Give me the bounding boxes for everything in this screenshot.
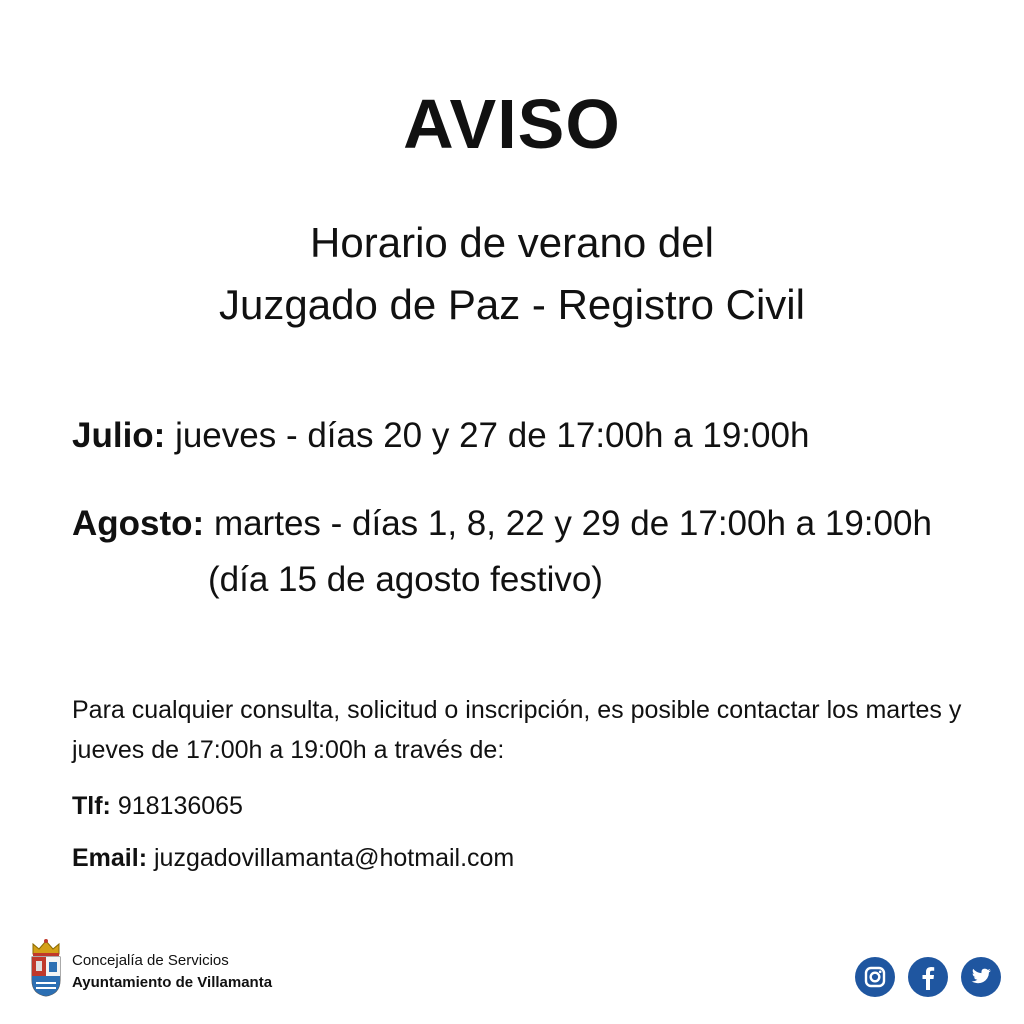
notice-title: AVISO: [403, 85, 621, 163]
phone-number[interactable]: 918136065: [117, 792, 243, 820]
email-address[interactable]: juzgadovillamanta@hotmail.com: [153, 844, 515, 872]
july-label: Julio:: [72, 416, 166, 455]
footer-department: Concejalía de Servicios: [72, 952, 229, 969]
august-label: Agosto:: [72, 504, 205, 543]
july-schedule: [72, 416, 809, 456]
august-note: (día 15 de agosto festivo): [208, 560, 603, 599]
subtitle-line-1: Horario de verano del: [310, 219, 714, 266]
footer-council: Ayuntamiento de Villamanta: [72, 974, 273, 991]
subtitle-line-2: Juzgado de Paz - Registro Civil: [219, 281, 805, 328]
coat-of-arms-icon: [28, 938, 64, 998]
notice-subtitle: [0, 212, 1024, 336]
august-schedule: [72, 504, 932, 544]
august-text: martes - días 1, 8, 22 y 29 de 17:00h a 19:00h: [213, 504, 932, 543]
email-line: [72, 844, 514, 873]
instagram-icon[interactable]: [855, 957, 895, 997]
facebook-icon[interactable]: [908, 957, 948, 997]
phone-label: Tlf:: [72, 792, 111, 820]
footer-credits: [72, 950, 272, 994]
phone-line: [72, 792, 243, 821]
contact-intro: Para cualquier consulta, solicitud o inscripción, es posible contactar los martes y jueves de 17:00h a 19:00h a través de:: [72, 696, 962, 764]
july-text: jueves - días 20 y 27 de 17:00h a 19:00h: [175, 416, 810, 455]
twitter-icon[interactable]: [961, 957, 1001, 997]
email-label: Email:: [72, 844, 148, 872]
